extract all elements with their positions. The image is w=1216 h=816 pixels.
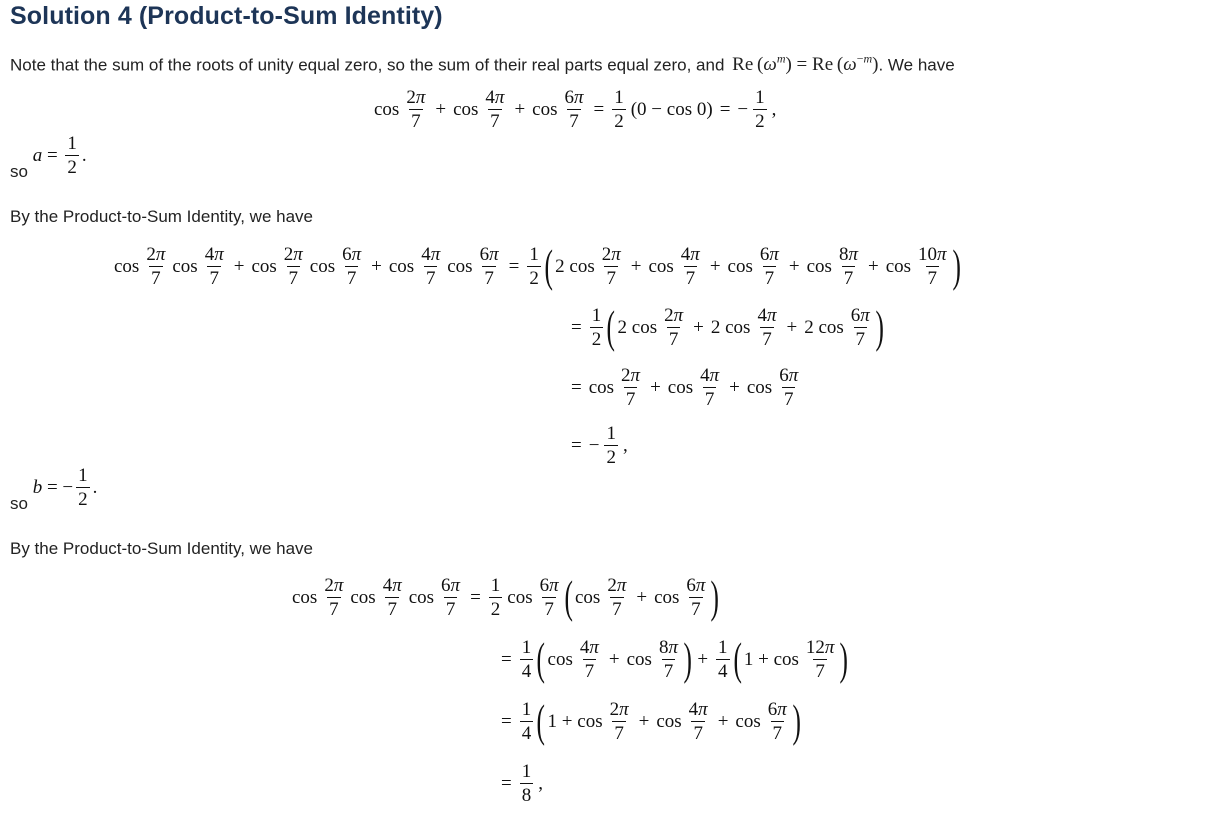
equation-roots-sum: cos 2π 7 + cos 4π 7 + cos $\frac{6\pi}{7}$ = $\frac{1}{2}$ (0 − cos 0) = − $\frac{1}{2}$ , (374, 87, 777, 132)
intro-paragraph (10, 52, 955, 76)
intro-3: By the Product-to-Sum Identity, we have (10, 539, 313, 558)
so-a-math: a = 1 2 . (32, 133, 87, 178)
result-denominator: 8 (521, 785, 532, 806)
solution-heading: Solution 4 (Product-to-Sum Identity) (10, 2, 443, 30)
equation-3-line-2: = $\frac{1}{4}$ ( cos 4π 7 + cos 8π 7 ) + $\frac{1}{4}$ ( 1 + cos 12π 7 ) (501, 633, 849, 685)
intro-2: By the Product-to-Sum Identity, we have (10, 207, 313, 226)
equation-2-line-1: cos 2π 7 cos 4π 7 + cos 2π 7 cos 6π 7 + cos 4π 7 cos $\frac{6\pi}{7}$ = $\frac{1}{2}$ ( 2 cos 2π 7 + cos 4π 7 + cos 6π 7 + cos 8π 7 + cos 10π 7 ) (114, 240, 961, 292)
equation-2-line-2: = $\frac{1}{2}$ ( 2 cos 2π 7 + 2 cos 4π 7 + 2 cos 6π 7 ) (571, 301, 884, 353)
equation-3-line-4: = $\frac{1}{8}$ , (501, 761, 543, 806)
so-b-label: so (10, 494, 28, 513)
so-b-math: b = − 1 2 . (32, 465, 98, 510)
so-a-label: so (10, 162, 28, 181)
equation-3-line-3: = $\frac{1}{4}$ ( 1 + cos 2π 7 + cos 4π 7 + cos 6π 7 ) (501, 695, 801, 747)
intro-formula: Re $(\omega^m) = Re$ $(\omega^{-m})$ (732, 52, 879, 76)
intro-text: Note that the sum of the roots of unity equal zero, so the sum of their real parts equal zero, and (10, 55, 725, 75)
equation-3-line-1: cos 2π 7 cos 4π 7 cos $\frac{6\pi}{7}$ = $\frac{1}{2}$ cos 6π 7 ( cos 2π 7 + cos 6π 7 ) (292, 571, 720, 623)
equation-2-line-4: = − $\frac{1}{2}$ , (571, 423, 628, 468)
equation-2-line-3: = cos 2π 7 + cos 4π 7 + cos 6π 7 (571, 365, 799, 410)
result-numerator: 1 (521, 761, 532, 782)
so-b-line (10, 465, 98, 525)
intro-tail: . We have (878, 55, 955, 75)
so-a-line (10, 133, 87, 193)
